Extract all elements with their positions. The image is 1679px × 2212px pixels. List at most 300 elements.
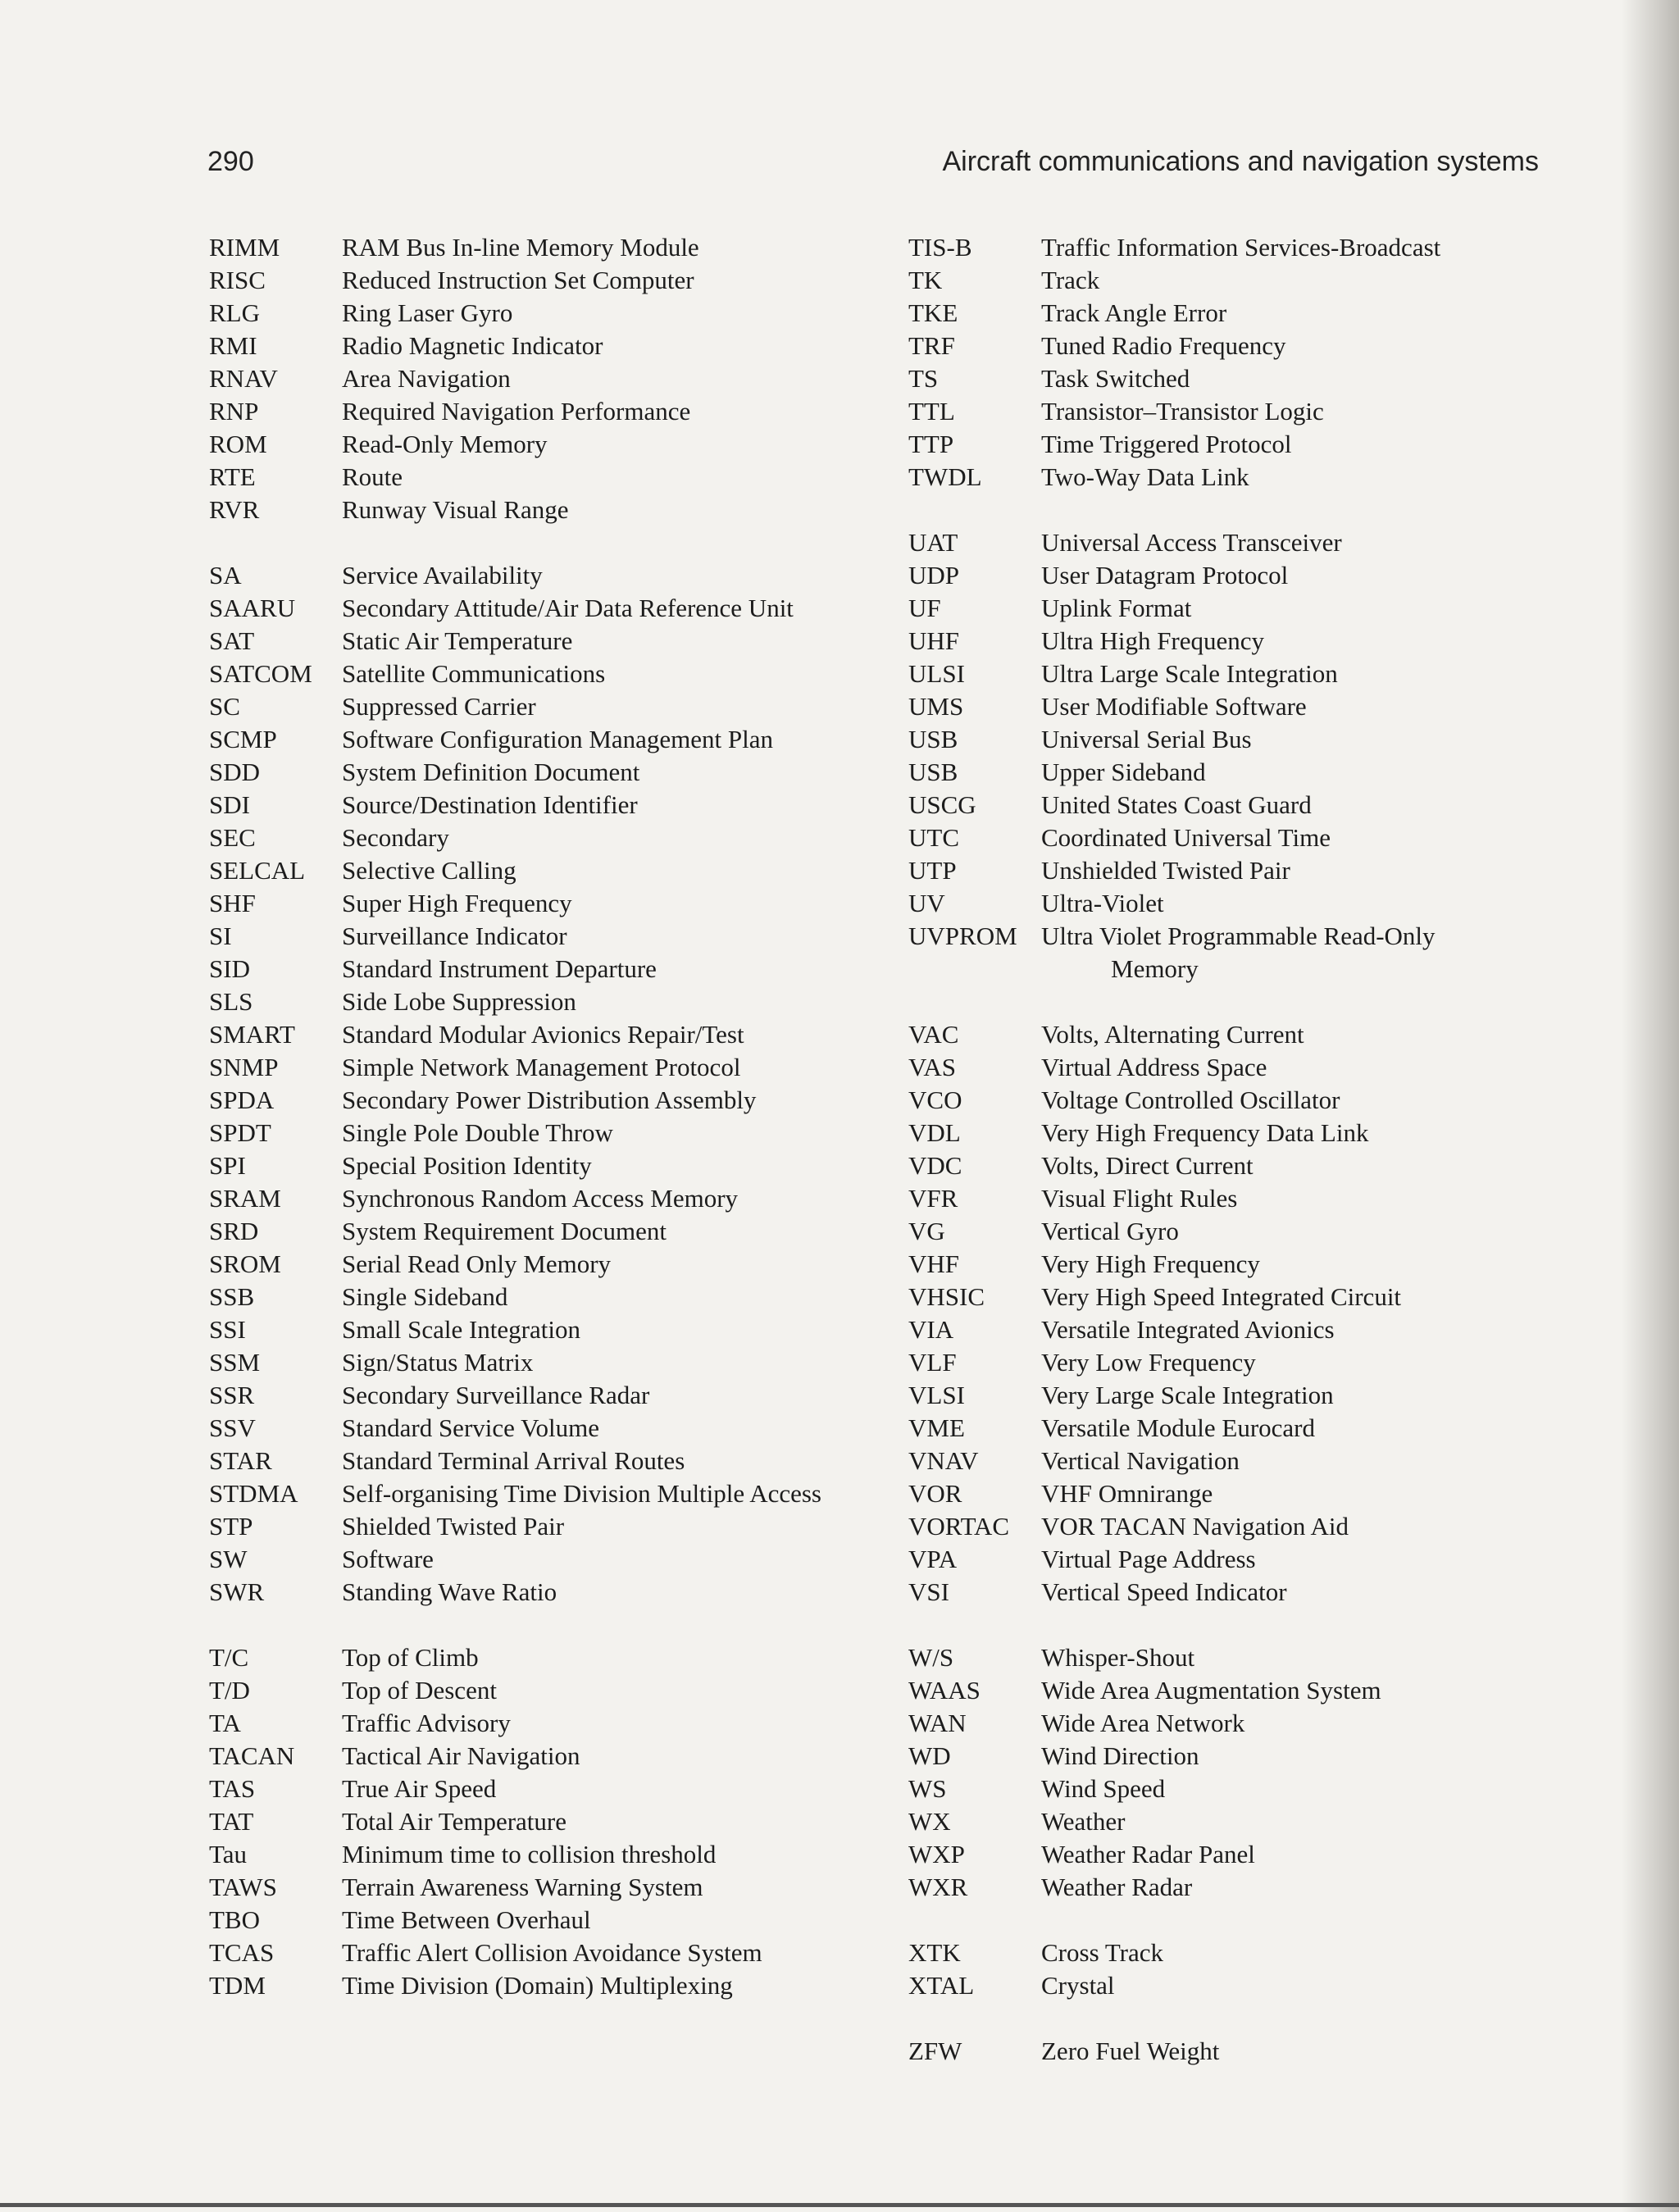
abbreviation-entry [908,690,1515,723]
abbreviation-entry [908,362,1515,395]
abbreviation-term: SDI [209,790,250,819]
abbreviation-term: UMS [908,692,964,721]
abbreviation-term: RVR [209,495,260,524]
abbreviation-entry [908,526,1515,559]
abbreviation-entry [908,1510,1515,1543]
abbreviation-term: SPDA [209,1086,275,1114]
abbreviation-definition: Self-organising Time Division Multiple Access [342,1479,821,1508]
abbreviation-definition: Software Configuration Management Plan [342,725,774,753]
abbreviation-term: TIS-B [908,233,972,262]
abbreviation-term: SELCAL [209,856,306,885]
abbreviation-definition: Track [1041,266,1100,294]
abbreviation-definition: User Modifiable Software [1041,692,1307,721]
abbreviation-entry [209,1412,857,1445]
abbreviation-term: RISC [209,266,266,294]
abbreviation-entry [908,1084,1515,1117]
abbreviation-term: TS [908,364,939,393]
abbreviation-definition: Secondary Surveillance Radar [342,1381,650,1409]
abbreviation-term: TCAS [209,1938,275,1967]
abbreviation-term: WXP [908,1840,965,1868]
abbreviation-entry [209,1740,857,1773]
abbreviation-entry [209,658,857,690]
abbreviation-term: TBO [209,1905,260,1934]
abbreviation-entry [209,362,857,395]
abbreviation-term: UHF [908,626,960,655]
abbreviation-term: Tau [209,1840,248,1868]
abbreviation-entry [908,1576,1515,1609]
abbreviation-definition: Secondary Attitude/Air Data Reference Unit [342,594,794,622]
abbreviation-term: RMI [209,331,257,360]
abbreviation-term: VLSI [908,1381,965,1409]
abbreviation-definition: Uplink Format [1041,594,1192,622]
abbreviation-definition: Transistor–Transistor Logic [1041,397,1324,426]
abbreviation-entry [209,723,857,756]
abbreviation-term: SAARU [209,594,296,622]
abbreviation-definition: Crystal [1041,1971,1115,2000]
abbreviation-entry [209,985,857,1018]
abbreviation-definition: Unshielded Twisted Pair [1041,856,1290,885]
abbreviation-term: SA [209,561,242,589]
abbreviation-definition: Ring Laser Gyro [342,298,513,327]
abbreviation-entry [908,297,1515,330]
abbreviation-definition: Very High Speed Integrated Circuit [1041,1282,1402,1311]
abbreviation-definition: Wide Area Augmentation System [1041,1676,1381,1705]
page-number: 290 [207,146,254,177]
abbreviation-entry [908,1937,1515,1969]
abbreviation-entry [908,264,1515,297]
section-gap [209,1609,857,1641]
abbreviation-definition: Serial Read Only Memory [342,1249,612,1278]
abbreviation-term: VHSIC [908,1282,985,1311]
abbreviation-entry [209,1182,857,1215]
abbreviation-definition: Terrain Awareness Warning System [342,1873,703,1901]
abbreviation-definition: Radio Magnetic Indicator [342,331,603,360]
abbreviation-definition: Secondary [342,823,449,852]
abbreviation-entry [908,658,1515,690]
abbreviation-definition: Ultra Large Scale Integration [1041,659,1338,688]
abbreviation-entry [908,1543,1515,1576]
abbreviation-entry [209,1313,857,1346]
abbreviation-term: RNP [209,397,259,426]
abbreviation-definition: Wide Area Network [1041,1709,1245,1737]
abbreviation-term: ROM [209,430,267,458]
abbreviation-definition: Two-Way Data Link [1041,462,1249,491]
abbreviation-term: VG [908,1217,945,1245]
abbreviation-entry [908,723,1515,756]
section-gap [908,1904,1515,1937]
abbreviation-term: TACAN [209,1741,295,1770]
abbreviation-term: SLS [209,987,253,1016]
abbreviation-entry [209,1707,857,1740]
abbreviation-entry [209,330,857,362]
abbreviation-definition: Runway Visual Range [342,495,569,524]
abbreviation-definition: Time Triggered Protocol [1041,430,1292,458]
abbreviation-definition: Selective Calling [342,856,516,885]
abbreviation-term: T/D [209,1676,250,1705]
page-edge-shadow [1622,0,1679,2212]
abbreviation-definition: Ultra-Violet [1041,889,1164,917]
abbreviation-entry [908,1707,1515,1740]
abbreviation-entry [209,1937,857,1969]
abbreviation-term: UAT [908,528,958,557]
abbreviation-definition: Tactical Air Navigation [342,1741,580,1770]
abbreviation-term: SID [209,954,250,983]
abbreviation-definition: Traffic Alert Collision Avoidance System [342,1938,762,1967]
abbreviation-term: TK [908,266,943,294]
abbreviation-definition: Ultra Violet Programmable Read-Only Memory [1041,922,1436,983]
abbreviation-entry [209,1084,857,1117]
abbreviation-definition: Minimum time to collision threshold [342,1840,717,1868]
abbreviation-entry [209,395,857,428]
abbreviation-term: SRAM [209,1184,281,1213]
abbreviation-entry [908,1412,1515,1445]
abbreviation-definition: Wind Direction [1041,1741,1199,1770]
abbreviation-term: WD [908,1741,951,1770]
abbreviation-entry [908,1871,1515,1904]
abbreviation-term: SSB [209,1282,255,1311]
abbreviation-term: W/S [908,1643,954,1672]
abbreviation-term: USCG [908,790,976,819]
abbreviation-definition: Single Sideband [342,1282,508,1311]
abbreviation-definition: Voltage Controlled Oscillator [1041,1086,1340,1114]
abbreviation-entry [908,822,1515,854]
abbreviation-definition: Very Large Scale Integration [1041,1381,1334,1409]
abbreviation-term: UDP [908,561,960,589]
abbreviation-term: TKE [908,298,958,327]
abbreviation-term: TTL [908,397,955,426]
abbreviation-definition: True Air Speed [342,1774,497,1803]
abbreviation-entry [209,756,857,789]
abbreviation-term: SWR [209,1577,265,1606]
abbreviation-definition: Satellite Communications [342,659,606,688]
abbreviation-definition: Surveillance Indicator [342,922,567,950]
abbreviation-entry [908,330,1515,362]
abbreviation-definition: Route [342,462,403,491]
abbreviation-entry [209,854,857,887]
abbreviation-definition: Versatile Integrated Avionics [1041,1315,1335,1344]
abbreviation-entry [209,297,857,330]
abbreviation-entry [209,920,857,953]
abbreviation-term: RNAV [209,364,278,393]
abbreviation-entry [908,1674,1515,1707]
abbreviation-entry [908,1969,1515,2002]
abbreviation-term: VPA [908,1545,958,1573]
abbreviation-entry [209,1904,857,1937]
abbreviation-definition: RAM Bus In-line Memory Module [342,233,699,262]
abbreviation-term: SC [209,692,240,721]
abbreviation-entry [209,1445,857,1477]
abbreviation-definition: Required Navigation Performance [342,397,691,426]
abbreviation-definition: Volts, Direct Current [1041,1151,1254,1180]
abbreviation-term: TAS [209,1774,256,1803]
abbreviation-definition: System Requirement Document [342,1217,667,1245]
abbreviation-definition: Synchronous Random Access Memory [342,1184,739,1213]
abbreviation-definition: Universal Access Transceiver [1041,528,1342,557]
abbreviation-term: XTK [908,1938,961,1967]
abbreviation-definition: Read-Only Memory [342,430,548,458]
abbreviation-term: VORTAC [908,1512,1010,1541]
abbreviation-entry [908,756,1515,789]
abbreviation-term: TTP [908,430,954,458]
abbreviation-definition: Task Switched [1041,364,1190,393]
abbreviation-definition: Virtual Page Address [1041,1545,1256,1573]
abbreviations-right-column [908,231,1515,2068]
abbreviation-term: SATCOM [209,659,312,688]
abbreviation-entry [209,1248,857,1281]
abbreviation-entry [209,494,857,526]
section-gap [209,526,857,559]
abbreviation-term: SHF [209,889,256,917]
abbreviation-term: SI [209,922,232,950]
abbreviation-entry [908,559,1515,592]
abbreviation-term: TWDL [908,462,982,491]
abbreviation-term: SPI [209,1151,246,1180]
abbreviation-term: STAR [209,1446,272,1475]
abbreviation-entry [209,1871,857,1904]
abbreviation-term: VAS [908,1053,957,1081]
abbreviation-entry [908,1215,1515,1248]
abbreviation-definition: Whisper-Shout [1041,1643,1195,1672]
abbreviation-term: WS [908,1774,947,1803]
abbreviation-term: SSR [209,1381,255,1409]
abbreviation-term: VLF [908,1348,957,1377]
abbreviation-entry [209,887,857,920]
abbreviation-entry [209,559,857,592]
abbreviation-entry [209,1018,857,1051]
abbreviation-term: VAC [908,1020,959,1049]
abbreviation-definition: Small Scale Integration [342,1315,580,1344]
abbreviation-definition: Source/Destination Identifier [342,790,638,819]
abbreviation-definition: Very Low Frequency [1041,1348,1256,1377]
abbreviation-entry [908,1805,1515,1838]
abbreviation-term: TA [209,1709,241,1737]
abbreviation-definition: Suppressed Carrier [342,692,536,721]
abbreviation-entry [908,1641,1515,1674]
abbreviation-definition: Coordinated Universal Time [1041,823,1331,852]
abbreviation-entry [209,1477,857,1510]
abbreviation-term: VSI [908,1577,949,1606]
abbreviation-term: T/C [209,1643,249,1672]
abbreviation-definition: Simple Network Management Protocol [342,1053,741,1081]
abbreviation-definition: Total Air Temperature [342,1807,566,1836]
abbreviation-entry [908,1182,1515,1215]
abbreviation-entry [908,461,1515,494]
abbreviation-term: VIA [908,1315,954,1344]
abbreviation-entry [908,887,1515,920]
abbreviation-entry [908,1346,1515,1379]
abbreviation-definition: Top of Descent [342,1676,497,1705]
abbreviation-definition: Universal Serial Bus [1041,725,1252,753]
abbreviation-term: SW [209,1545,248,1573]
abbreviation-term: VCO [908,1086,962,1114]
abbreviation-entry [908,1051,1515,1084]
abbreviation-definition: United States Coast Guard [1041,790,1312,819]
abbreviation-definition: Time Division (Domain) Multiplexing [342,1971,733,2000]
abbreviation-definition: Ultra High Frequency [1041,626,1265,655]
section-gap [908,494,1515,526]
abbreviation-entry [908,789,1515,822]
abbreviation-entry [209,1346,857,1379]
abbreviation-entry [209,231,857,264]
abbreviation-entry [908,592,1515,625]
abbreviation-term: WXR [908,1873,968,1901]
abbreviation-term: VME [908,1413,965,1442]
abbreviation-definition: Weather Radar [1041,1873,1193,1901]
abbreviation-entry [209,1969,857,2002]
abbreviation-entry [908,920,1515,985]
abbreviation-definition: Standing Wave Ratio [342,1577,557,1606]
abbreviation-entry [209,1510,857,1543]
abbreviation-definition: Side Lobe Suppression [342,987,576,1016]
abbreviation-definition: VHF Omnirange [1041,1479,1213,1508]
abbreviation-entry [908,854,1515,887]
abbreviation-definition: Service Availability [342,561,543,589]
abbreviation-term: UV [908,889,945,917]
abbreviation-term: SSV [209,1413,256,1442]
abbreviation-definition: Standard Instrument Departure [342,954,657,983]
abbreviation-term: WX [908,1807,951,1836]
abbreviation-entry [908,1117,1515,1149]
abbreviation-entry [908,1445,1515,1477]
abbreviation-definition: Volts, Alternating Current [1041,1020,1304,1049]
abbreviation-entry [209,822,857,854]
abbreviation-definition: Reduced Instruction Set Computer [342,266,694,294]
abbreviation-entry [908,1379,1515,1412]
abbreviation-definition: Weather [1041,1807,1126,1836]
section-gap [908,985,1515,1018]
abbreviation-term: TAT [209,1807,254,1836]
abbreviation-entry [209,1117,857,1149]
abbreviation-entry [908,1281,1515,1313]
abbreviation-entry [209,953,857,985]
abbreviation-definition: Static Air Temperature [342,626,573,655]
abbreviation-term: RLG [209,298,260,327]
abbreviation-term: USB [908,725,958,753]
abbreviation-term: WAAS [908,1676,981,1705]
abbreviation-entry [908,1018,1515,1051]
abbreviation-definition: Virtual Address Space [1041,1053,1267,1081]
abbreviation-entry [908,1838,1515,1871]
abbreviation-definition: Standard Service Volume [342,1413,599,1442]
abbreviation-term: VOR [908,1479,962,1508]
abbreviation-definition: Secondary Power Distribution Assembly [342,1086,757,1114]
abbreviation-term: SCMP [209,725,277,753]
abbreviation-entry [209,625,857,658]
abbreviation-definition: Standard Modular Avionics Repair/Test [342,1020,744,1049]
abbreviation-definition: Special Position Identity [342,1151,592,1180]
abbreviation-definition: Time Between Overhaul [342,1905,591,1934]
abbreviation-entry [908,395,1515,428]
abbreviation-term: SEC [209,823,256,852]
abbreviation-entry [209,1838,857,1871]
abbreviation-definition: Upper Sideband [1041,758,1206,786]
abbreviation-term: TRF [908,331,955,360]
abbreviation-term: VDC [908,1151,962,1180]
abbreviation-entry [209,1576,857,1609]
abbreviation-entry [908,1740,1515,1773]
abbreviation-definition: Super High Frequency [342,889,572,917]
abbreviation-entry [209,1773,857,1805]
abbreviation-entry [209,690,857,723]
abbreviation-entry [908,1313,1515,1346]
abbreviation-term: USB [908,758,958,786]
abbreviation-definition: Visual Flight Rules [1041,1184,1238,1213]
abbreviation-definition: Top of Climb [342,1643,479,1672]
abbreviation-definition: Track Angle Error [1041,298,1227,327]
abbreviation-definition: Traffic Advisory [342,1709,511,1737]
abbreviation-definition: Sign/Status Matrix [342,1348,534,1377]
abbreviation-definition: Cross Track [1041,1938,1164,1967]
abbreviation-entry [209,1215,857,1248]
abbreviation-term: SMART [209,1020,295,1049]
abbreviation-definition: Very High Frequency Data Link [1041,1118,1369,1147]
abbreviation-term: WAN [908,1709,967,1737]
abbreviation-entry [209,1674,857,1707]
abbreviation-entry [908,1248,1515,1281]
abbreviation-term: SDD [209,758,261,786]
abbreviation-term: SROM [209,1249,281,1278]
abbreviation-entry [908,231,1515,264]
abbreviation-term: TDM [209,1971,266,2000]
abbreviation-term: UF [908,594,941,622]
abbreviation-entry [209,1051,857,1084]
abbreviation-term: ULSI [908,659,965,688]
abbreviation-entry [209,789,857,822]
abbreviation-definition: Vertical Gyro [1041,1217,1179,1245]
abbreviation-definition: Area Navigation [342,364,511,393]
abbreviation-definition: Standard Terminal Arrival Routes [342,1446,685,1475]
abbreviation-entry [908,625,1515,658]
abbreviation-definition: Very High Frequency [1041,1249,1260,1278]
abbreviation-entry [908,1149,1515,1182]
page-bottom-rule [0,2203,1679,2207]
abbreviation-term: RIMM [209,233,280,262]
abbreviations-left-column [209,231,857,2002]
abbreviation-definition: Zero Fuel Weight [1041,2037,1220,2065]
abbreviation-entry [908,1477,1515,1510]
abbreviation-term: VFR [908,1184,958,1213]
abbreviation-definition: Vertical Speed Indicator [1041,1577,1287,1606]
abbreviation-term: RTE [209,462,256,491]
abbreviation-term: SSM [209,1348,261,1377]
abbreviation-term: SNMP [209,1053,279,1081]
abbreviation-definition: Wind Speed [1041,1774,1166,1803]
abbreviation-entry [209,1149,857,1182]
abbreviation-definition: Tuned Radio Frequency [1041,331,1286,360]
abbreviation-entry [209,428,857,461]
abbreviation-definition: Traffic Information Services-Broadcast [1041,233,1441,262]
abbreviation-term: UVPROM [908,922,1017,950]
abbreviation-term: SRD [209,1217,259,1245]
abbreviation-entry [209,461,857,494]
abbreviation-definition: Weather Radar Panel [1041,1840,1255,1868]
abbreviation-term: STDMA [209,1479,298,1508]
abbreviation-definition: Software [342,1545,434,1573]
abbreviation-definition: Shielded Twisted Pair [342,1512,565,1541]
abbreviation-term: VDL [908,1118,961,1147]
abbreviation-entry [209,592,857,625]
abbreviation-definition: Vertical Navigation [1041,1446,1240,1475]
abbreviation-term: SSI [209,1315,246,1344]
abbreviation-term: SPDT [209,1118,271,1147]
abbreviation-definition: System Definition Document [342,758,640,786]
abbreviation-term: UTC [908,823,959,852]
abbreviation-term: VNAV [908,1446,979,1475]
abbreviation-term: TAWS [209,1873,277,1901]
abbreviation-entry [209,1379,857,1412]
section-gap [908,2002,1515,2035]
abbreviation-entry [209,1641,857,1674]
